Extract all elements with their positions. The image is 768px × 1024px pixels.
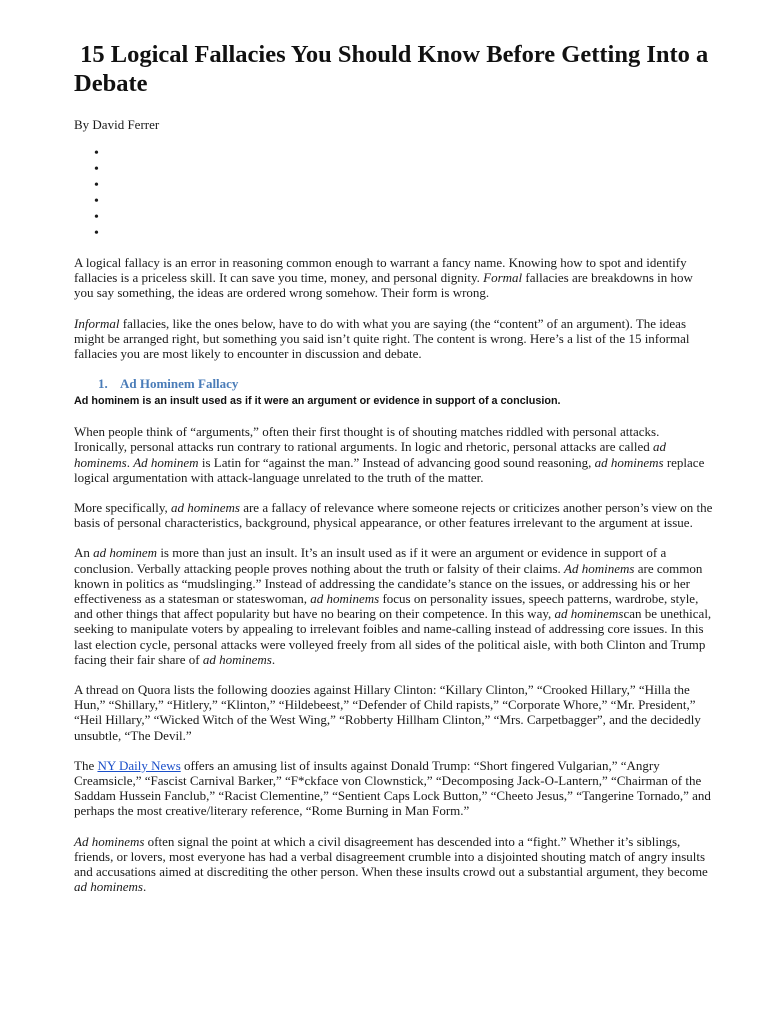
text-run: are common known in politics as “mudslinging.” Instead of addressing the candidate’s stance on the issues, or addressing his or her effectiveness as a statesman or stateswoman, [74, 560, 703, 607]
bullet-item[interactable] [74, 147, 714, 163]
text-run: is more than just an insult. It’s an insult used as if it were an argument or evidence in support of a conclusion. Verbally attacking people proves nothing about the truth or falsity of their claims. [74, 545, 667, 576]
article-title-text: 15 Logical Fallacies You Should Know Before Getting Into a Debate [74, 41, 715, 97]
section-heading-ad-hominem [74, 376, 714, 392]
text-run: are a fallacy of relevance where someone rejects or criticizes another person’s view on the basis of personal characteristics, background, physical appearance, or other features irrelevant to the argument at issue. [74, 500, 713, 531]
text-run: More specifically, [74, 500, 171, 516]
section-definition: Ad hominem is an insult used as if it were an argument or evidence in support of a conclusion. [74, 395, 561, 408]
text-run: The [74, 757, 98, 773]
italic-run: ad hominems [74, 439, 666, 470]
italic-run: ad hominems [202, 651, 272, 667]
body-paragraph-5 [74, 758, 714, 819]
text-run: fallacies, like the ones below, have to do with what you are saying (the “content” of an argument). The ideas might be arranged right, but something you said isn’t quite right. The content is wrong. Here’s a list of the 15 informal fallacies you are most likely to encounter in discussion and debate. [74, 315, 690, 362]
italic-run: Ad hominems [74, 833, 145, 849]
bullet-item[interactable] [74, 163, 714, 179]
italic-run: Formal [483, 270, 523, 286]
bullet-item[interactable] [74, 179, 714, 195]
text-run: . [142, 879, 147, 895]
text-run: can be unethical, seeking to manipulate voters by appealing to irrelevant foibles and name-calling instead of addressing core issues. In this last election cycle, personal attacks were volleyed freely from all sides of the political aisle, with both Clinton and Trump facing their fair share of [74, 606, 712, 667]
text-run: is Latin for “against the man.” Instead of advancing good sound reasoning, [198, 454, 595, 470]
italic-run: ad hominems [594, 454, 664, 470]
share-bullet-list [74, 147, 714, 243]
intro-paragraph-2 [74, 316, 714, 362]
body-paragraph-1 [74, 424, 714, 485]
intro-paragraph-1 [74, 255, 714, 301]
italic-run: Ad hominem [133, 454, 199, 470]
text-run: replace logical argumentation with attack-language unrelated to the truth of the matter. [74, 454, 705, 485]
italic-run: ad hominems [170, 500, 240, 516]
article [74, 40, 714, 895]
body-paragraph-3 [74, 545, 714, 667]
bullet-item[interactable] [74, 195, 714, 211]
text-run: When people think of “arguments,” often their first thought is of shouting matches riddled with personal attacks. Ironically, personal attacks run contrary to rational arguments. In logic and rhetoric, personal attacks are called [74, 424, 660, 455]
body-paragraph-6 [74, 834, 714, 895]
section-heading-text: Ad Hominem Fallacy [120, 376, 239, 392]
body-paragraph-4: A thread on Quora lists the following doozies against Hillary Clinton: “Killary Clinton,” “Crooked Hillary,” “Hilla the Hun,” “Shillary,” “Hitlery,” “Klinton,” “Hildebeest,” “Defender of Child rapists,” “Corporate Whore,” “Mr. President,” “Heil Hillary,” “Wicked Witch of the West Wing,” “Robberty Hillham Clinton,” “Mrs. Carpetbagger”, and the decidedly unsubtle, “The Devil.” [74, 682, 701, 743]
text-run: . [126, 454, 134, 470]
text-run: fallacies are breakdowns in how you say something, the ideas are ordered wrong somehow. Their form is wrong. [74, 270, 693, 301]
italic-run: Informal [74, 315, 120, 331]
text-run: often signal the point at which a civil disagreement has descended into a “fight.” Whether it’s siblings, friends, or lovers, most everyone has had a verbal disagreement crumble into a disjointed shouting match of angry insults and accusations aimed at discrediting the other person. When these insults crowd out a substantial argument, they become [74, 833, 708, 880]
italic-run: ad hominems [74, 879, 143, 895]
bullet-item[interactable] [74, 227, 714, 243]
italic-run: ad hominems [310, 591, 380, 607]
italic-run: ad hominems [554, 606, 624, 622]
text-run: . [271, 651, 276, 667]
section-number: 1. [98, 376, 108, 392]
text-run: An [74, 545, 94, 561]
byline: By David Ferrer [74, 117, 160, 132]
italic-run: ad hominem [93, 545, 158, 561]
ny-daily-news-link[interactable]: NY Daily News [97, 757, 181, 773]
text-run: focus on personality issues, speech patterns, wardrobe, style, and other things that affect popularity but have no bearing on their competence. In this way, [74, 591, 699, 622]
article-title [74, 40, 714, 98]
body-paragraph-2 [74, 500, 714, 530]
text-run: A logical fallacy is an error in reasoning common enough to warrant a fancy name. Knowing how to spot and identify fallacies is a priceless skill. It can save you time, money, and personal dignity. [74, 255, 687, 286]
bullet-item[interactable] [74, 211, 714, 227]
text-run: offers an amusing list of insults against Donald Trump: “Short fingered Vulgarian,” “Angry Creamsicle,” “Fascist Carnival Barker,” “F*ckface von Clownstick,” “Decomposing Jack-O-Lantern,” “Chairman of the Saddam Hussein Fanclub,” “Racist Clementine,” “Sentient Caps Lock Button,” “Cheeto Jesus,” “Tangerine Tornado,” and perhaps the most creative/literary reference, “Rome Burning in Man Form.” [74, 757, 711, 819]
italic-run: Ad hominems [564, 560, 635, 576]
